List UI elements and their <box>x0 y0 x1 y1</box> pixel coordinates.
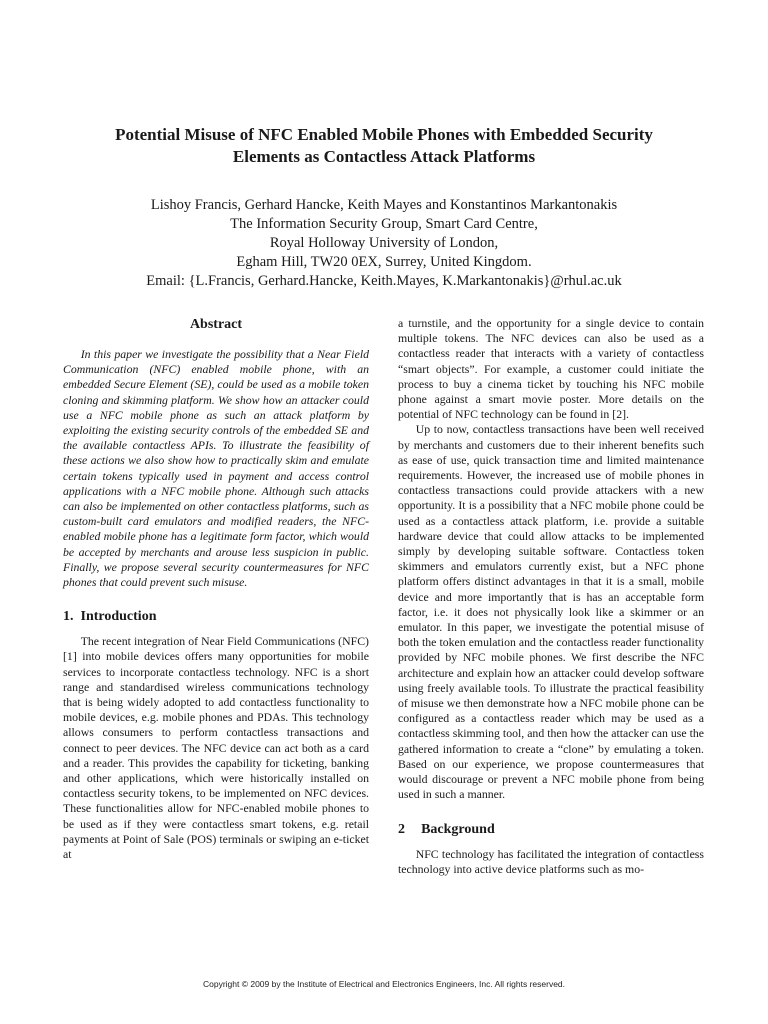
section-number: 1. <box>63 609 74 625</box>
affiliation-address: Egham Hill, TW20 0EX, Surrey, United Kingdom. <box>236 254 532 270</box>
title-line-1: Potential Misuse of NFC Enabled Mobile Phones with Embedded Security <box>115 125 653 144</box>
author-names: Lishoy Francis, Gerhard Hancke, Keith Mayes and Konstantinos Markantonakis <box>150 197 618 213</box>
section-title: Background <box>421 821 495 837</box>
copyright-footer: Copyright © 2009 by the Institute of Electrical and Electronics Engineers, Inc. All rights reserved. <box>202 979 566 989</box>
section-number: 2 <box>398 821 405 837</box>
section-heading-introduction <box>63 608 369 626</box>
affiliation-university: Royal Holloway University of London, <box>269 235 499 251</box>
right-column <box>398 316 704 877</box>
section-heading-background <box>398 821 704 839</box>
paper-title <box>60 124 708 168</box>
left-column <box>63 316 369 862</box>
background-paragraph: NFC technology has facilitated the integration of contactless technology into active device platforms such as mo- <box>398 846 704 876</box>
author-block <box>60 196 708 291</box>
author-emails: Email: {L.Francis, Gerhard.Hancke, Keith.Mayes, K.Markantonakis}@rhul.ac.uk <box>146 273 622 289</box>
introduction-paragraph-2: Up to now, contactless transactions have been well received by merchants and customers due to their inherent benefits such as ease of use, quick transaction time and limited maintenance requirements. However, the increased use of mobile phones in contactless transactions could provide attackers with a new opportunity. It is a possibility that a NFC mobile phone could be used as a contactless attack platform, i.e. provide a suitable hardware device that could allow attacks to be implemented simply by developing suitable software. Contactless token skimmers and emulators currently exist, but a NFC phone platform offers distinct advantages in that it is a small, mobile device and more importantly that is has an acceptable form factor, i.e. it does not physically look like a skimmer or an emulator. In this paper, we investigate the potential misuse of both the token emulation and the contactless reader functionality provided by NFC mobile phones. We first describe the NFC architecture and explain how an attacker could develop software using freely available tools. To illustrate the practical feasibility of misuse we then demonstrate how a NFC mobile phone can be configured as a contactless reader which may be used as a contactless skimming tool, and then how the attacker can use the gathered information to create a “clone” by emulating a token. Based on our experience, we propose countermeasures that would discourage or prevent a NFC mobile phone from being used in such a manner. <box>398 422 704 802</box>
section-title: Introduction <box>80 609 157 625</box>
introduction-paragraph: The recent integration of Near Field Communications (NFC)[1] into mobile devices offers many opportunities for mobile services to incorporate contactless technology. NFC is a short range and standardised wireless communications technology that is being widely adopted to add contactless functionality to mobile devices, e.g. mobile phones and PDAs. This technology allows consumers to perform contactless transactions and connect to peer devices. The NFC device can act both as a card and a reader. This provides the capability for ticketing, banking and other applications, which were historically installed on contactless security tokens, to be implemented on NFC devices. These functionalities allow for NFC-enabled mobile phones to be used as if they were contactless smart tokens, e.g. retail payments at Point of Sale (POS) terminals or swiping an e-ticket at <box>63 634 369 862</box>
title-line-2: Elements as Contactless Attack Platforms <box>232 147 536 166</box>
abstract-heading: Abstract <box>189 317 243 332</box>
affiliation-group: The Information Security Group, Smart Card Centre, <box>230 216 538 232</box>
abstract-text: In this paper we investigate the possibility that a Near Field Communication (NFC) enabled mobile phone, with an embedded Secure Element (SE), could be used as a mobile token cloning and skimming platform. We show how an attacker could use a NFC mobile phone as such an attack platform by exploiting the existing security controls of the embedded SE and the available contactless APIs. To illustrate the feasibility of these actions we also show how to practically skim and emulate certain tokens typically used in payment and access control applications with a NFC mobile phone. Although such attacks can also be implemented on other contactless platforms, such as custom-built card emulators and modified readers, the NFC-enabled mobile phone has a legitimate form factor, which would be accepted by merchants and arouse less suspicion in public. Finally, we propose several security countermeasures for NFC phones that could prevent such misuse. <box>63 347 369 590</box>
introduction-continued-paragraph: a turnstile, and the opportunity for a single device to contain multiple tokens. The NFC devices can also be used as a contactless reader that interacts with a variety of contactless “smart objects”. For example, a customer could initiate the process to buy a cinema ticket by touching his NFC mobile phone against a smart movie poster. More details on the potential of NFC technology can be found in [2]. <box>398 316 704 422</box>
